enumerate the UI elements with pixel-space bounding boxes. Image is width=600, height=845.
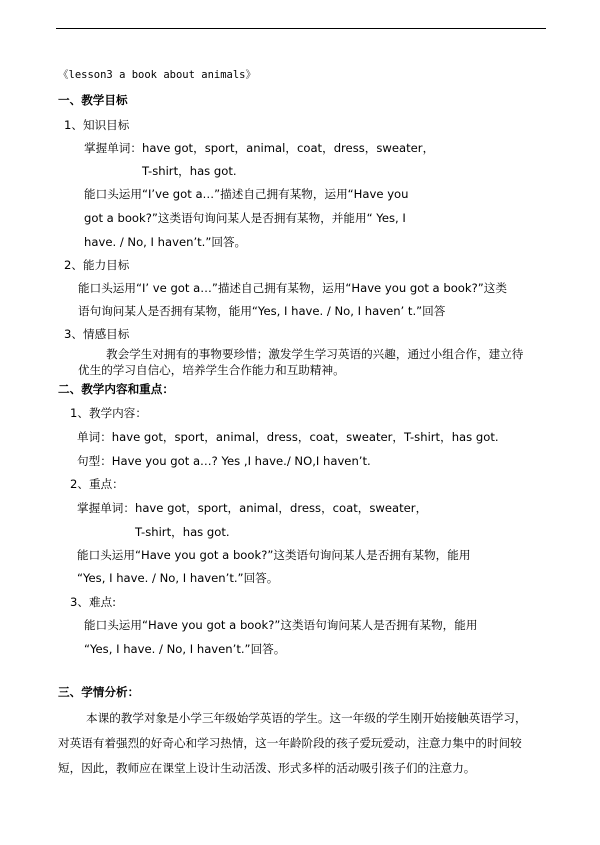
emotion-line-1: 教会学生对拥有的事物要珍惜；激发学生学习英语的兴趣，通过小组合作，建立待 xyxy=(106,347,524,361)
content-heading: 1、教学内容： xyxy=(70,406,147,420)
document-title: 《lesson3 a book about animals》 xyxy=(58,69,257,81)
knowledge-use-line-2: got a book?”这类语句询问某人是否拥有某物，并能用“ Yes, I xyxy=(84,211,406,225)
analysis-line-3: 短，因此，教师应在课堂上设计生动活泼、形式多样的活动吸引孩子们的注意力。 xyxy=(58,761,476,775)
difficult-heading: 3、难点: xyxy=(70,595,117,609)
key-use-line-1: 能口头运用“Have you got a book?”这类语句询问某人是否拥有某物，能用 xyxy=(77,548,471,562)
difficult-line-1: 能口头运用“Have you got a book?”这类语句询问某人是否拥有某物，能用 xyxy=(84,618,478,632)
section-3-heading: 三、学情分析： xyxy=(58,685,140,699)
ability-line-1: 能口头运用“I’ ve got a…”描述自己拥有某物，运用“Have you got a book?”这类 xyxy=(78,281,507,295)
knowledge-use-line-3: have. / No, I haven’t.”回答。 xyxy=(84,235,247,249)
emotion-line-2: 优生的学习自信心，培养学生合作能力和互助精神。 xyxy=(78,363,345,377)
analysis-line-2: 对英语有着强烈的好奇心和学习热情，这一年龄阶段的孩子爱玩爱动，注意力集中的时间较 xyxy=(58,736,522,750)
knowledge-use-line-1: 能口头运用“I’ve got a…”描述自己拥有某物，运用“Have you xyxy=(84,187,409,201)
key-use-line-2: “Yes, I have. / No, I haven’t.”回答。 xyxy=(77,571,279,585)
knowledge-vocab-line-1: 掌握单词：have got，sport，animal，coat，dress，sweater， xyxy=(84,141,435,155)
content-words: 单词：have got，sport，animal，dress，coat，sweater，T-shirt，has got. xyxy=(77,430,499,444)
section-1-heading: 一、教学目标 xyxy=(58,93,128,107)
knowledge-goal-heading: 1、知识目标 xyxy=(64,118,130,132)
emotion-goal-heading: 3、情感目标 xyxy=(64,327,130,341)
section-2-heading: 二、教学内容和重点： xyxy=(58,382,174,396)
key-vocab-line-1: 掌握单词：have got，sport，animal，dress，coat，sweater， xyxy=(77,501,428,515)
ability-goal-heading: 2、能力目标 xyxy=(64,258,130,272)
difficult-line-2: “Yes, I have. / No, I haven’t.”回答。 xyxy=(84,642,286,656)
key-vocab-line-2: T-shirt，has got. xyxy=(135,525,230,539)
ability-line-2: 语句询问某人是否拥有某物，能用“Yes, I have. / No, I haven’ t.”回答 xyxy=(78,304,446,318)
knowledge-vocab-line-2: T-shirt，has got. xyxy=(142,164,237,178)
analysis-line-1: 本课的教学对象是小学三年级始学英语的学生。这一年级的学生刚开始接触英语学习， xyxy=(86,711,527,725)
key-heading: 2、重点： xyxy=(70,477,124,491)
header-rule xyxy=(56,28,546,29)
content-sentences: 句型：Have you got a…? Yes ,I have./ NO,I haven’t. xyxy=(77,454,371,468)
